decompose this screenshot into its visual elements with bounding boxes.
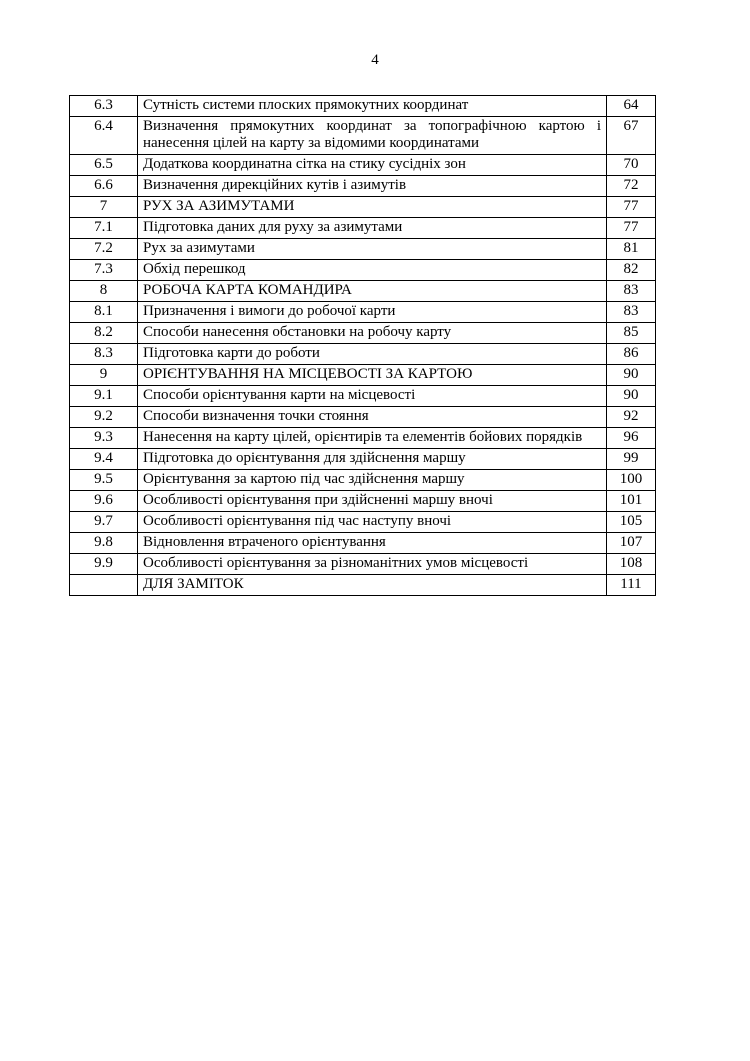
table-row (70, 218, 656, 239)
section-title: РОБОЧА КАРТА КОМАНДИРА (138, 281, 607, 302)
section-title: ДЛЯ ЗАМІТОК (138, 575, 607, 596)
section-title: Призначення і вимоги до робочої карти (138, 302, 607, 323)
section-title: Підготовка до орієнтування для здійснення маршу (138, 449, 607, 470)
section-title: Визначення прямокутних координат за топографічною картою і нанесення цілей на карту за відомими координатами (138, 117, 607, 155)
table-row (70, 176, 656, 197)
table-row (70, 533, 656, 554)
section-title: Особливості орієнтування за різноманітних умов місцевості (138, 554, 607, 575)
section-number: 9.1 (70, 386, 138, 407)
table-row (70, 281, 656, 302)
section-page: 67 (607, 117, 656, 155)
table-row (70, 96, 656, 117)
section-number: 6.5 (70, 155, 138, 176)
section-title: Способи нанесення обстановки на робочу карту (138, 323, 607, 344)
section-title: Особливості орієнтування при здійсненні маршу вночі (138, 491, 607, 512)
section-page: 77 (607, 197, 656, 218)
table-row (70, 554, 656, 575)
table-row (70, 323, 656, 344)
section-title: РУХ ЗА АЗИМУТАМИ (138, 197, 607, 218)
section-page: 108 (607, 554, 656, 575)
section-number: 6.6 (70, 176, 138, 197)
table-row (70, 344, 656, 365)
table-row (70, 491, 656, 512)
section-number: 9.8 (70, 533, 138, 554)
section-number: 8.1 (70, 302, 138, 323)
table-of-contents (69, 95, 656, 596)
section-number: 9.9 (70, 554, 138, 575)
table-row (70, 575, 656, 596)
table-row (70, 260, 656, 281)
table-row (70, 407, 656, 428)
section-page: 105 (607, 512, 656, 533)
section-title: Способи орієнтування карти на місцевості (138, 386, 607, 407)
section-page: 90 (607, 365, 656, 386)
page-number: 4 (371, 52, 379, 68)
table-row (70, 365, 656, 386)
section-page: 96 (607, 428, 656, 449)
section-title: Сутність системи плоских прямокутних координат (138, 96, 607, 117)
table-row (70, 428, 656, 449)
table-row (70, 155, 656, 176)
section-page: 90 (607, 386, 656, 407)
section-number: 8 (70, 281, 138, 302)
section-page: 64 (607, 96, 656, 117)
section-title: Особливості орієнтування під час наступу вночі (138, 512, 607, 533)
section-number: 7.3 (70, 260, 138, 281)
table-row (70, 470, 656, 491)
section-page: 82 (607, 260, 656, 281)
section-title: Способи визначення точки стояння (138, 407, 607, 428)
section-number: 6.4 (70, 117, 138, 155)
section-page: 100 (607, 470, 656, 491)
section-number: 9.4 (70, 449, 138, 470)
section-number: 9.7 (70, 512, 138, 533)
table-row (70, 239, 656, 260)
section-number: 9.5 (70, 470, 138, 491)
section-number: 9.2 (70, 407, 138, 428)
section-number: 8.2 (70, 323, 138, 344)
section-page: 70 (607, 155, 656, 176)
section-page: 83 (607, 302, 656, 323)
section-title: Додаткова координатна сітка на стику сусідніх зон (138, 155, 607, 176)
section-number: 6.3 (70, 96, 138, 117)
section-title: Відновлення втраченого орієнтування (138, 533, 607, 554)
section-number: 7.1 (70, 218, 138, 239)
section-number: 9 (70, 365, 138, 386)
section-page: 81 (607, 239, 656, 260)
section-page: 83 (607, 281, 656, 302)
section-title: Рух за азимутами (138, 239, 607, 260)
section-number: 9.6 (70, 491, 138, 512)
section-number: 7.2 (70, 239, 138, 260)
section-title: Визначення дирекційних кутів і азимутів (138, 176, 607, 197)
section-page: 107 (607, 533, 656, 554)
section-title: Орієнтування за картою під час здійснення маршу (138, 470, 607, 491)
toc-body (70, 96, 656, 596)
table-row (70, 386, 656, 407)
section-number: 8.3 (70, 344, 138, 365)
section-page: 86 (607, 344, 656, 365)
section-title: Обхід перешкод (138, 260, 607, 281)
table-row (70, 302, 656, 323)
section-title: ОРІЄНТУВАННЯ НА МІСЦЕВОСТІ ЗА КАРТОЮ (138, 365, 607, 386)
section-number: 9.3 (70, 428, 138, 449)
table-row (70, 117, 656, 155)
section-title: Нанесення на карту цілей, орієнтирів та елементів бойових порядків (138, 428, 607, 449)
section-page: 72 (607, 176, 656, 197)
section-page: 99 (607, 449, 656, 470)
section-page: 101 (607, 491, 656, 512)
section-title: Підготовка даних для руху за азимутами (138, 218, 607, 239)
section-number: 7 (70, 197, 138, 218)
table-row (70, 512, 656, 533)
section-page: 111 (607, 575, 656, 596)
table-row (70, 197, 656, 218)
section-page: 85 (607, 323, 656, 344)
table-row (70, 449, 656, 470)
section-title: Підготовка карти до роботи (138, 344, 607, 365)
section-page: 77 (607, 218, 656, 239)
section-number (70, 575, 138, 596)
section-page: 92 (607, 407, 656, 428)
